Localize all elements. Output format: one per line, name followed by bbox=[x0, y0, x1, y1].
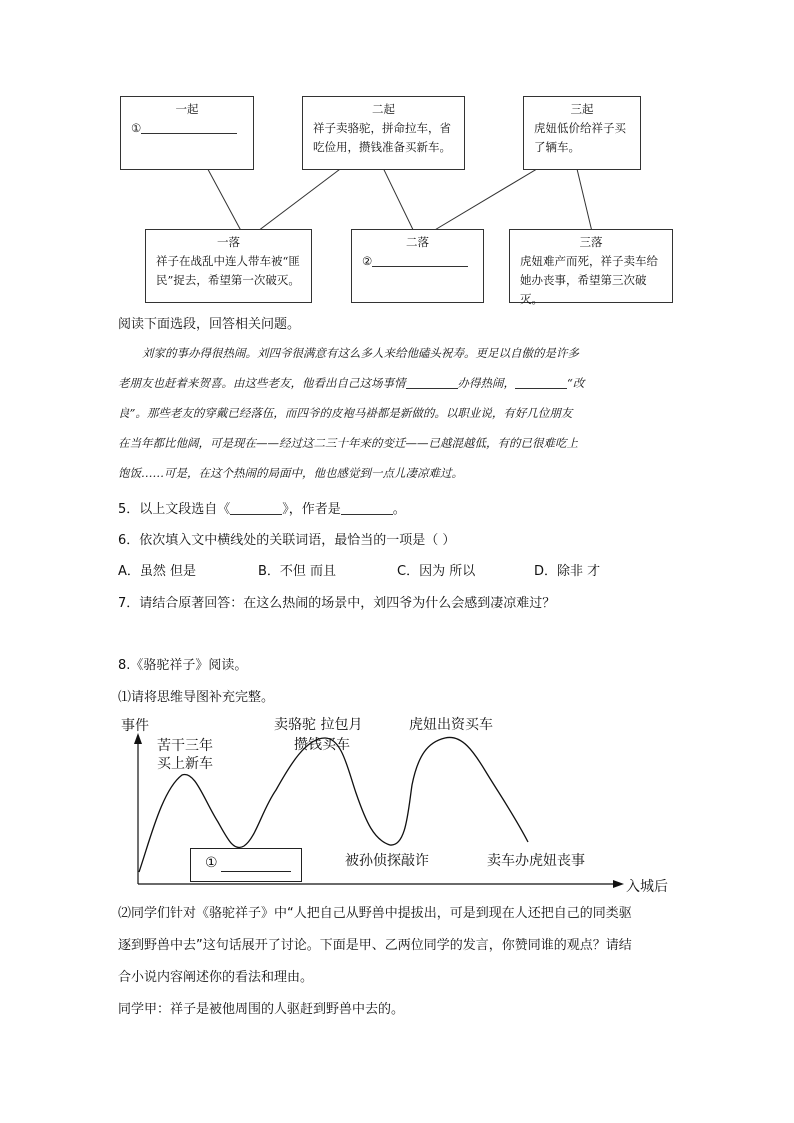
box-yiluo-text-1: 祥子在战乱中连人带车被“匪 bbox=[156, 254, 300, 268]
box-erqi-text-2: 吃俭用，攒钱准备买新车。 bbox=[313, 140, 451, 154]
passage-line-5: 饱饭……可是，在这个热闹的局面中，他也感觉到一点儿凄凉难过。 bbox=[118, 466, 463, 480]
question-8-sub1: ⑴请将思维导图补充完整。 bbox=[118, 690, 275, 705]
question-8-sub2-line1: ⑵同学们针对《骆驼祥子》中“人把自己从野兽中提拔出，可是到现在人还把自己的同类驱 bbox=[118, 906, 632, 921]
question-7: 7．请结合原著回答：在这么热闹的场景中，刘四爷为什么会感到凄凉难过？ bbox=[118, 596, 556, 611]
passage-line-2: 老朋友也赶着来贺喜。由这些老友，他看出自己这场事情 办得热闹， “改 bbox=[118, 376, 585, 390]
box-sanluo-text-1: 虎妞难产而死，祥子卖车给 bbox=[520, 254, 658, 268]
q6-option-a[interactable]: A．虽然 但是 bbox=[118, 564, 197, 579]
q6-option-b[interactable]: B．不但 而且 bbox=[258, 564, 337, 579]
x-axis-arrow bbox=[613, 880, 624, 888]
box-sanqi-title: 三起 bbox=[570, 102, 594, 116]
question-8-sub2-line3: 合小说内容阐述你的看法和理由。 bbox=[118, 970, 314, 985]
passage-line-4: 在当年都比他阔，可是现在——经过这二三十年来的变迁——已越混越低，有的已很难吃上 bbox=[118, 436, 578, 450]
box-yiqi-title: 一起 bbox=[175, 102, 199, 116]
graph-peak3: 虎妞出资买车 bbox=[409, 717, 493, 733]
question-6: 6．依次填入文中横线处的关联词语，最恰当的一项是（ ） bbox=[118, 533, 456, 548]
box-erqi-text-1: 祥子卖骆驼，拼命拉车，省 bbox=[313, 121, 451, 135]
box-yiluo-text-2: 民”捉去，希望第一次破灭。 bbox=[156, 273, 300, 287]
reading-intro: 阅读下面选段，回答相关问题。 bbox=[118, 317, 301, 332]
graph-peak2-line2: 攒钱买车 bbox=[294, 737, 350, 753]
graph-peak1-line1: 苦干三年 bbox=[157, 738, 213, 754]
box-sanluo-title: 三落 bbox=[579, 235, 603, 249]
passage-line-1: 刘家的事办得很热闹。刘四爷很满意有这么多人来给他磕头祝寿。更足以自傲的是许多 bbox=[142, 346, 579, 360]
graph-peak1-line2: 买上新车 bbox=[157, 756, 213, 772]
graph-peak2-line1: 卖骆驼 拉包月 bbox=[274, 717, 363, 733]
question-8-title: 8.《骆驼祥子》阅读。 bbox=[118, 658, 248, 673]
box-sanluo-text-2: 她办丧事，希望第三次破灭。 bbox=[520, 273, 647, 306]
graph-valley2: 被孙侦探敲诈 bbox=[345, 853, 429, 869]
graph-x-label: 入城后 bbox=[626, 879, 668, 895]
box-erluo-number: ② bbox=[362, 254, 373, 268]
box-sanqi-text-2: 了辆车。 bbox=[534, 140, 580, 154]
question-8-sub2-line2: 逐到野兽中去”这句话展开了讨论。下面是甲、乙两位同学的发言，你赞同谁的观点？请结 bbox=[118, 938, 632, 953]
box-erluo-title: 二落 bbox=[406, 235, 429, 249]
box-yiluo-title: 一落 bbox=[217, 235, 240, 249]
q6-option-c[interactable]: C．因为 所以 bbox=[397, 564, 476, 579]
graph-blank-box bbox=[190, 848, 302, 882]
box-yiqi-number: ① bbox=[131, 121, 142, 135]
graph-blank-number: ① bbox=[205, 855, 218, 871]
question-5: 5．以上文段选自《 》，作者是 。 bbox=[118, 502, 406, 517]
graph-end: 卖车办虎妞丧事 bbox=[487, 853, 585, 869]
graph-y-label: 事件 bbox=[121, 718, 149, 734]
q6-option-d[interactable]: D．除非 才 bbox=[534, 564, 601, 579]
graph-blank-line[interactable] bbox=[221, 871, 291, 872]
box-erqi-title: 二起 bbox=[372, 102, 395, 116]
question-8-student-a: 同学甲：祥子是被他周围的人驱赶到野兽中去的。 bbox=[118, 1002, 405, 1017]
box-sanqi-text-1: 虎妞低价给祥子买 bbox=[534, 121, 626, 135]
passage-line-3: 良”。那些老友的穿戴已经落伍，而四爷的皮袍马褂都是新做的。以职业说，有好几位朋友 bbox=[118, 406, 573, 420]
